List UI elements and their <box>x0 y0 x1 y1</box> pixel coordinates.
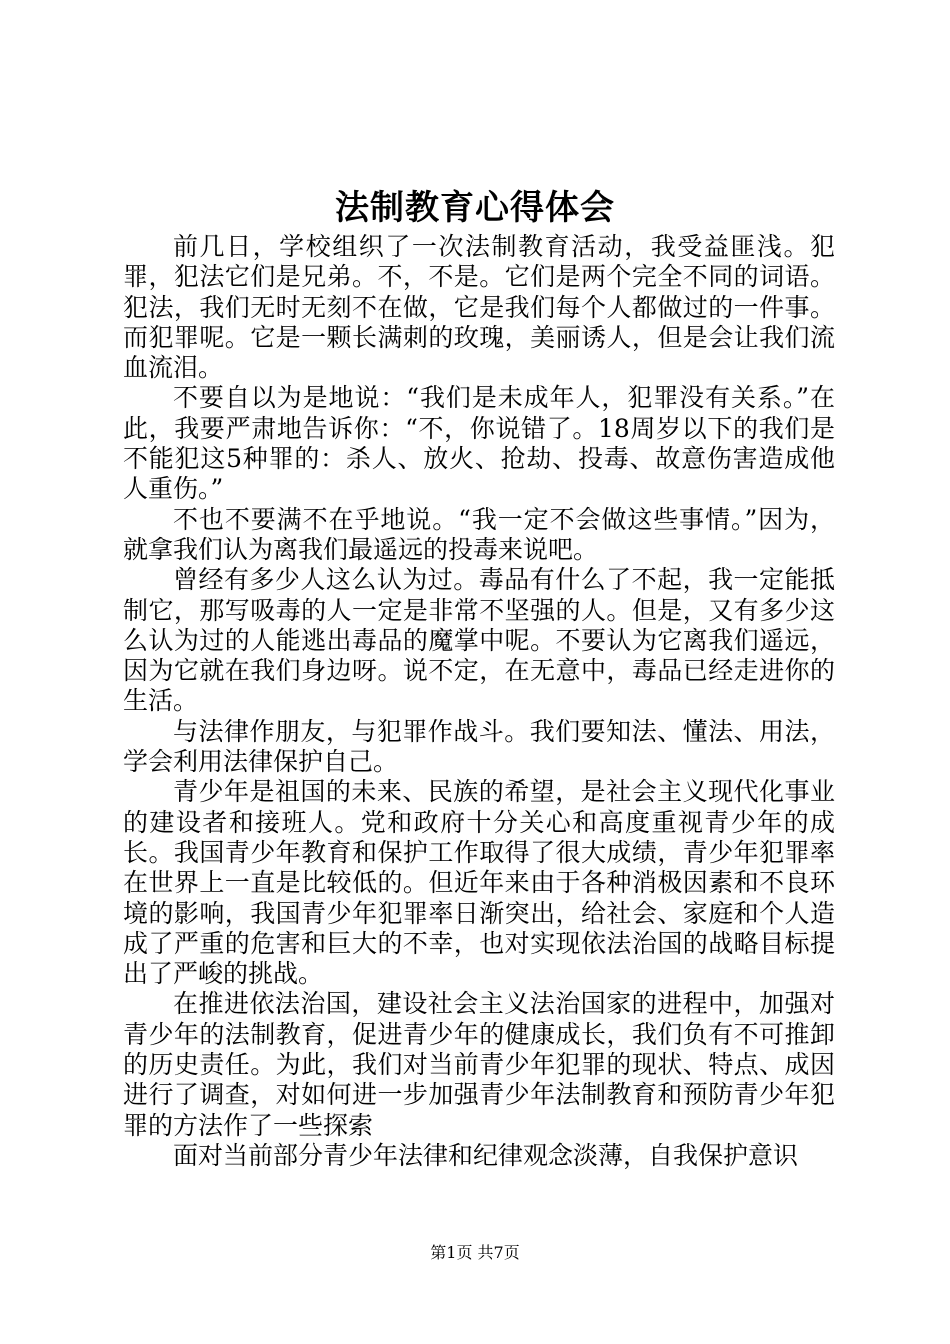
page-footer: 第1页 共7页 <box>430 1243 520 1262</box>
paragraph: 面对当前部分青少年法律和纪律观念淡薄，自我保护意识 <box>173 1140 799 1170</box>
paragraph: 在推进依法治国，建设社会主义法治国家的进程中，加强对青少年的法制教育，促进青少年的健康成长，我们负有不可推卸的历史责任。为此，我们对当前青少年犯罪的现状、特点、成因进行了调查，对如何进一步加强青少年法制教育和预防青少年犯罪的方法作了一些探索 <box>123 989 835 1140</box>
paragraph: 青少年是祖国的未来、民族的希望，是社会主义现代化事业的建设者和接班人。党和政府十分关心和高度重视青少年的成长。我国青少年教育和保护工作取得了很大成绩，青少年犯罪率在世界上一直是比较低的。但近年来由于各种消极因素和不良环境的影响，我国青少年犯罪率日渐突出，给社会、家庭和个人造成了严重的危害和巨大的不幸，也对实现依法治国的战略目标提出了严峻的挑战。 <box>123 777 835 989</box>
paragraph: 与法律作朋友，与犯罪作战斗。我们要知法、懂法、用法，学会利用法律保护自己。 <box>123 716 835 777</box>
paragraph: 前几日，学校组织了一次法制教育活动，我受益匪浅。犯罪，犯法它们是兄弟。不，不是。它们是两个完全不同的词语。犯法，我们无时无刻不在做，它是我们每个人都做过的一件事。而犯罪呢。它是一颗长满刺的玫瑰，美丽诱人，但是会让我们流血流泪。 <box>123 232 835 383</box>
document-title: 法制教育心得体会 <box>335 188 615 228</box>
paragraph: 不要自以为是地说：“我们是未成年人，犯罪没有关系。”在此，我要严肃地告诉你：“不，你说错了。18周岁以下的我们是不能犯这5种罪的：杀人、放火、抢劫、投毒、故意伤害造成他人重伤。” <box>123 383 835 504</box>
paragraph: 曾经有多少人这么认为过。毒品有什么了不起，我一定能抵制它，那写吸毒的人一定是非常不坚强的人。但是，又有多少这么认为过的人能逃出毒品的魔掌中呢。不要认为它离我们遥远，因为它就在我们身边呀。说不定，在无意中，毒品已经走进你的生活。 <box>123 565 835 716</box>
paragraph: 不也不要满不在乎地说。“我一定不会做这些事情。”因为，就拿我们认为离我们最遥远的投毒来说吧。 <box>123 504 835 564</box>
document-body <box>123 232 835 1171</box>
